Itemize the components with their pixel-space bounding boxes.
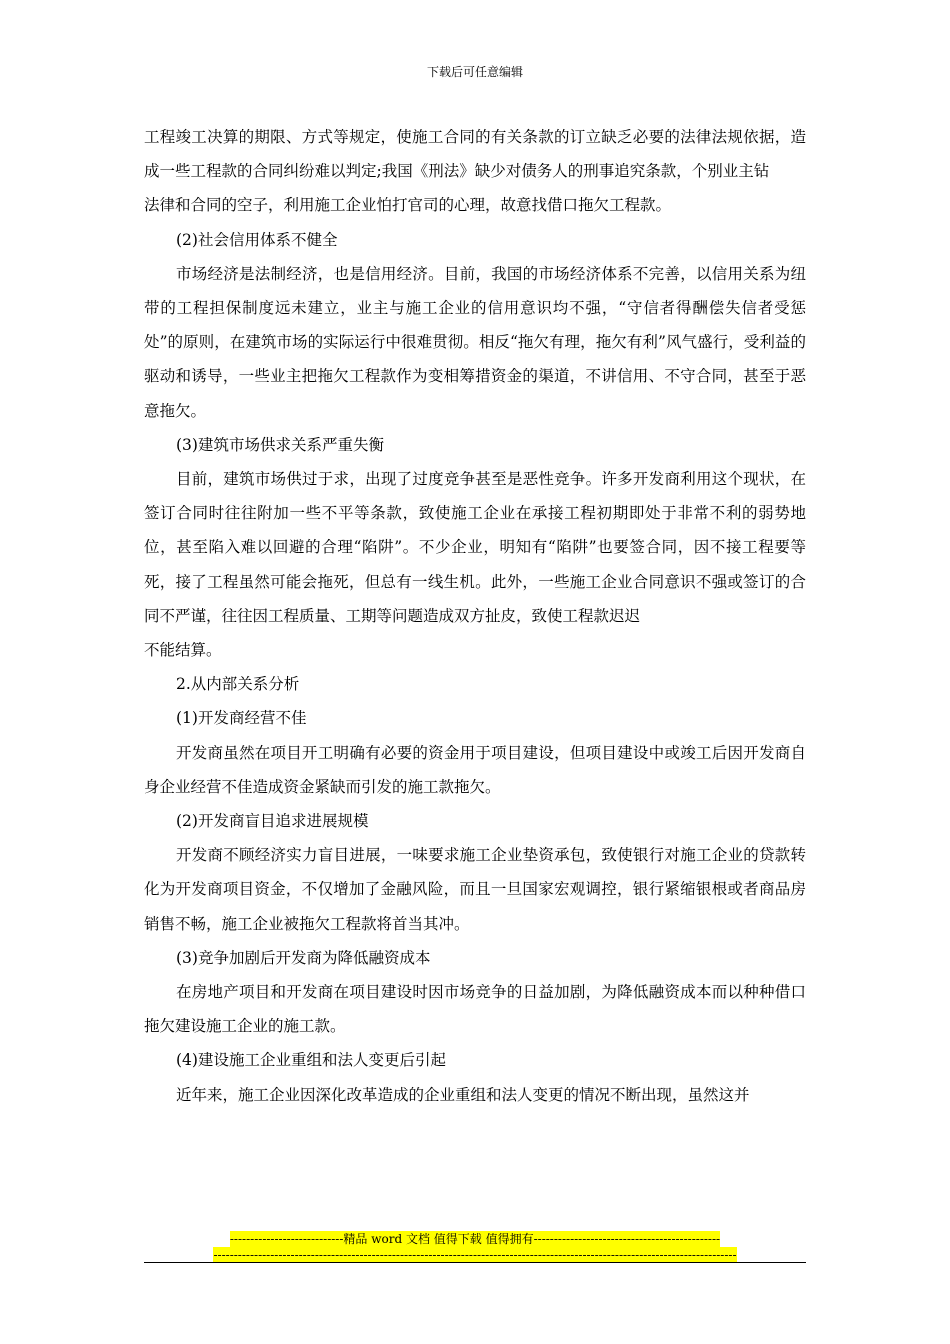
section-heading: (3)竞争加剧后开发商为降低融资成本	[176, 948, 431, 967]
footer-divider	[144, 1262, 806, 1263]
paragraph: 近年来，施工企业因深化改革造成的企业重组和法人变更的情况不断出现，虽然这并	[176, 1085, 750, 1104]
paragraph: 开发商不顾经济实力盲目进展，一味要求施工企业垫资承包，致使银行对施工企业的贷款转化为开发商项目资金，不仅增加了金融风险，而且一旦国家宏观调控，银行紧缩银根或者商品房销售不畅，施工企业被拖欠工程款将首当其冲。	[144, 846, 806, 933]
paragraph: 不能结算。	[144, 641, 222, 660]
paragraph: 开发商虽然在项目开工明确有必要的资金用于项目建设，但项目建设中或竣工后因开发商自身企业经营不佳造成资金紧缺而引发的施工款拖欠。	[144, 743, 806, 796]
section-heading: (2)开发商盲目追求进展规模	[176, 812, 369, 831]
section-heading: (2)社会信用体系不健全	[176, 230, 338, 249]
section-heading: 2.从内部关系分析	[176, 675, 300, 694]
section-heading: (4)建设施工企业重组和法人变更后引起	[176, 1051, 446, 1070]
footer-highlight-text: ----------------------------精品 word 文档 值得下载 值得拥有----------------------------------------------	[229, 1232, 721, 1246]
paragraph: 在房地产项目和开发商在项目建设时因市场竞争的日益加剧，为降低融资成本而以种种借口拖欠建设施工企业的施工款。	[144, 983, 806, 1036]
page-header: 下载后可任意编辑	[426, 65, 523, 79]
section-heading: (1)开发商经营不佳	[176, 709, 307, 728]
footer-highlight-dashes: ---------------------------------------------------------------------------------------------------------------------------------	[213, 1248, 737, 1262]
paragraph: 工程竣工决算的期限、方式等规定，使施工合同的有关条款的订立缺乏必要的法律法规依据，造成一些工程款的合同纠纷难以判定;我国《刑法》缺少对债务人的刑事追究条款，个别业主钻	[144, 128, 806, 181]
paragraph: 市场经济是法制经济，也是信用经济。目前，我国的市场经济体系不完善，以信用关系为纽带的工程担保制度远未建立，业主与施工企业的信用意识均不强，“守信者得酬偿失信者受惩处”的原则，在建筑市场的实际运行中很难贯彻。相反“拖欠有理，拖欠有利”风气盛行，受利益的驱动和诱导，一些业主把拖欠工程款作为变相筹措资金的渠道，不讲信用、不守合同，甚至于恶意拖欠。	[144, 264, 806, 420]
footer-banner-line-2	[0, 1244, 950, 1263]
paragraph: 目前，建筑市场供过于求，出现了过度竞争甚至是恶性竞争。许多开发商利用这个现状，在签订合同时往往附加一些不平等条款，致使施工企业在承接工程初期即处于非常不利的弱势地位，甚至陷入难以回避的合理“陷阱”。不少企业，明知有“陷阱”也要签合同，因不接工程要等死，接了工程虽然可能会拖死，但总有一线生机。此外，一些施工企业合同意识不强或签订的合同不严谨，往往因工程质量、工期等问题造成双方扯皮，致使工程款迟迟	[144, 470, 806, 625]
document-body	[144, 120, 806, 1112]
paragraph: 法律和合同的空子，利用施工企业怕打官司的心理，故意找借口拖欠工程款。	[144, 196, 672, 215]
section-heading: (3)建筑市场供求关系严重失衡	[176, 435, 384, 454]
